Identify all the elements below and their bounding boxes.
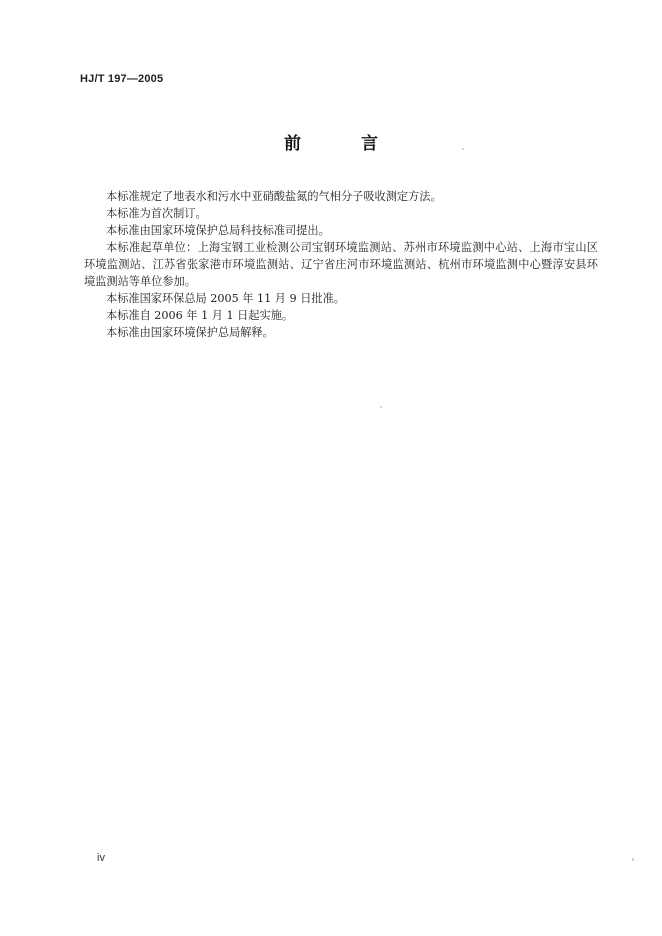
paragraph-proposer: 本标准由国家环境保护总局科技标准司提出。 — [106, 224, 330, 237]
page-title: 前言 — [284, 134, 438, 154]
standard-code-header: HJ/T 197—2005 — [80, 73, 164, 85]
paragraph-effective-date: 本标准自 2006 年 1 月 1 日起实施。 — [106, 309, 294, 322]
scan-speck — [380, 406, 382, 408]
paragraph-first-edition: 本标准为首次制订。 — [106, 207, 207, 220]
paragraph-interpretation: 本标准由国家环境保护总局解释。 — [106, 326, 274, 339]
page-number: iv — [97, 852, 105, 864]
paragraph-scope: 本标准规定了地表水和污水中亚硝酸盐氮的气相分子吸收测定方法。 — [106, 190, 442, 203]
scan-speck — [462, 148, 464, 150]
paragraph-drafting-units: 本标准起草单位：上海宝钢工业检测公司宝钢环境监测站、苏州市环境监测中心站、上海市宝山区环境监测站、江苏省张家港市环境监测站、辽宁省庄河市环境监测站、杭州市环境监测中心暨淳安县环境监测站等单位参加。 — [84, 241, 598, 288]
scan-speck — [632, 858, 634, 861]
paragraph-approval: 本标准国家环保总局 2005 年 11 月 9 日批准。 — [106, 292, 345, 305]
foreword-body — [84, 188, 598, 341]
